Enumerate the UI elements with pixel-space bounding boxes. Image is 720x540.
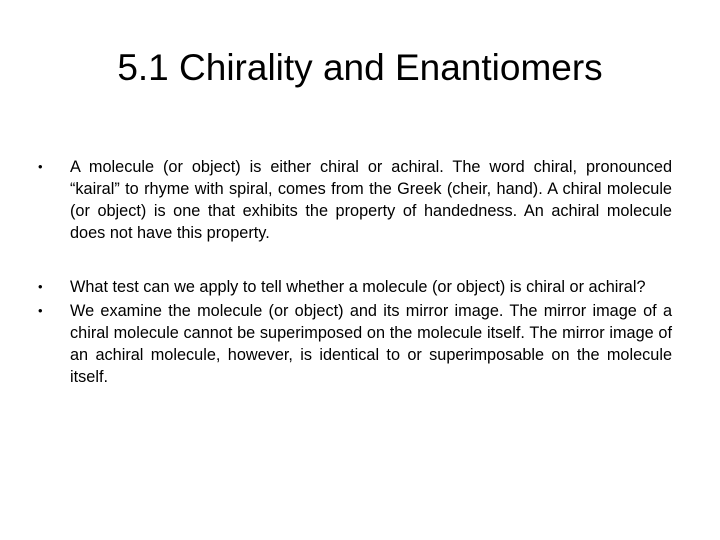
bullet-item-chirality-definition (36, 156, 672, 244)
bullet-item-mirror-image (36, 300, 672, 388)
bullet-marker: • (38, 303, 43, 318)
bullet-marker: • (38, 159, 43, 174)
bullet-text: What test can we apply to tell whether a molecule (or object) is chiral or achiral? (70, 278, 646, 296)
bullet-text: We examine the molecule (or object) and its mirror image. The mirror image of a chiral molecule cannot be superimposed on the molecule itself. The mirror image of an achiral molecule, however, is identical to or superimposable on the molecule itself. (70, 302, 672, 386)
slide-title: 5.1 Chirality and Enantiomers (117, 47, 603, 88)
bullet-item-test-question (36, 276, 672, 298)
bullet-text: A molecule (or object) is either chiral or achiral. The word chiral, pronounced “kairal” to rhyme with spiral, comes from the Greek (cheir, hand). A chiral molecule (or object) is one that exhibits the property of handedness. An achiral molecule does not have this property. (70, 158, 672, 242)
bullet-list (36, 156, 672, 388)
bullet-marker: • (38, 279, 43, 294)
